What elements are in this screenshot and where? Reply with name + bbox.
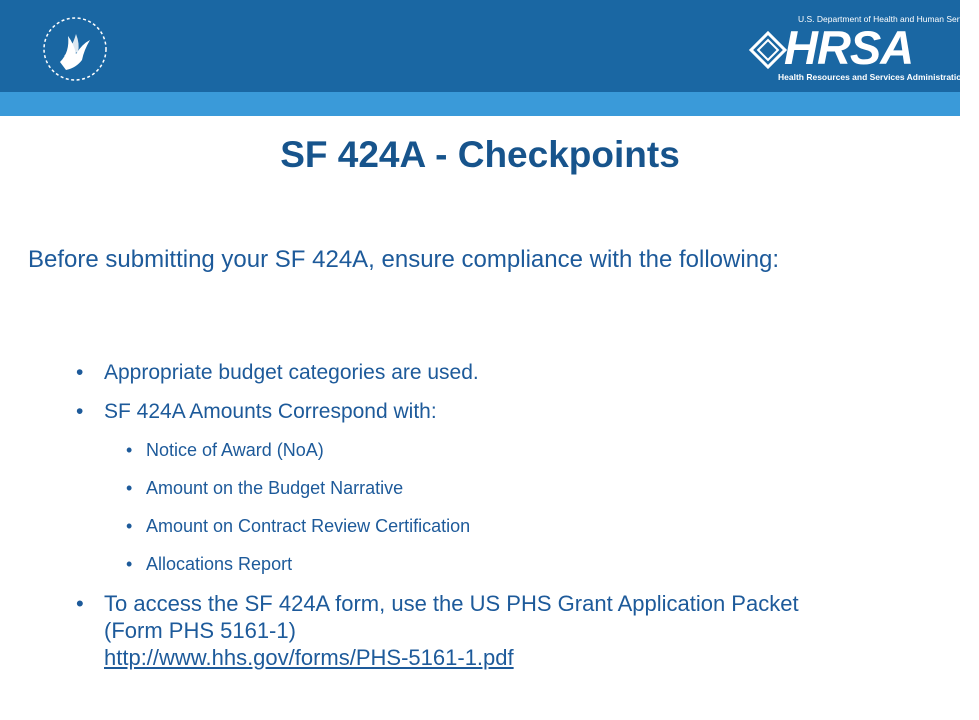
sub-list-item (0, 438, 960, 462)
sub-list-item (0, 514, 960, 538)
list-item-text: Amount on Contract Review Certification (146, 516, 471, 536)
hrsa-diamond-icon (748, 30, 788, 70)
list-item-text: Amount on the Budget Narrative (146, 478, 404, 498)
list-item (0, 360, 960, 386)
list-item-text: SF 424A Amounts Correspond with: (104, 400, 437, 423)
list-item-text: Appropriate budget categories are used. (104, 361, 479, 384)
list-item (0, 590, 804, 671)
form-pdf-link[interactable]: http://www.hhs.gov/forms/PHS-5161-1.pdf (104, 645, 514, 670)
checkpoint-list (0, 360, 960, 684)
list-item-text: Notice of Award (NoA) (146, 440, 324, 460)
intro-text: Before submitting your SF 424A, ensure compliance with the following: (28, 246, 780, 273)
hrsa-wordmark: HRSA (784, 21, 914, 74)
sub-list-item (0, 476, 960, 500)
bullet-marker: • (76, 361, 84, 384)
hrsa-department-text: U.S. Department of Health and Human Services (798, 14, 979, 24)
list-item (0, 399, 960, 425)
hrsa-logo (748, 14, 979, 84)
page-title: SF 424A - Checkpoints (280, 134, 680, 175)
bullet-marker: • (76, 400, 84, 423)
hrsa-agency-text: Health Resources and Services Administration (778, 72, 967, 82)
bullet-marker: • (126, 554, 133, 574)
bullet-marker: • (126, 440, 133, 460)
bullet-marker: • (126, 478, 133, 498)
hhs-eagle-seal-icon (40, 14, 110, 84)
sub-list-item (0, 552, 960, 576)
list-item-text: Allocations Report (146, 554, 293, 574)
header-stripe (0, 92, 960, 116)
bullet-marker: • (126, 516, 133, 536)
bullet-marker: • (76, 591, 84, 616)
list-item-text: To access the SF 424A form, use the US PHS Grant Application Packet (Form PHS 5161-1) (104, 591, 799, 643)
